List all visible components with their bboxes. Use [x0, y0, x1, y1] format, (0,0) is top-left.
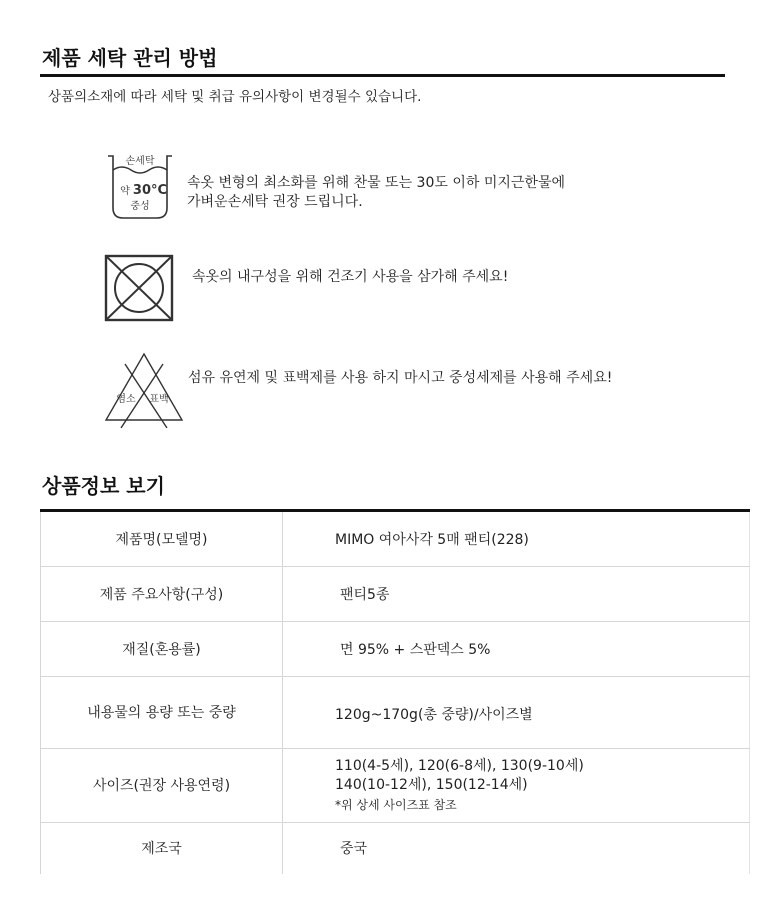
row-value-size [283, 748, 750, 822]
row-label-material: 재질(혼용률) [41, 621, 283, 676]
hand-wash-30-icon [104, 148, 176, 224]
temp-prefix: 약 [120, 186, 130, 197]
size-note: *위 상세 사이즈표 참조 [335, 798, 457, 812]
care-notice: 상품의소재에 따라 세탁 및 취급 유의사항이 변경될수 있습니다. [48, 89, 422, 105]
table-row [41, 512, 750, 566]
row-label-weight: 내용물의 용량 또는 중량 [41, 676, 283, 748]
table-row [41, 748, 750, 822]
chlorine-label: 염소 [116, 394, 136, 405]
table-row [41, 621, 750, 676]
row-value-weight: 120g~170g(총 중량)/사이즈별 [283, 676, 750, 748]
care-text-no-bleach [188, 369, 612, 388]
size-line: 140(10-12세), 150(12-14세) [335, 777, 528, 793]
care-text-line: 가벼운손세탁 권장 드립니다. [187, 194, 363, 210]
hand-wash-label: 손세탁 [125, 156, 155, 167]
product-info-table [40, 512, 750, 874]
neutral-label: 중성 [130, 201, 150, 212]
row-label-origin: 제조국 [41, 822, 283, 874]
table-row [41, 566, 750, 621]
no-tumble-dry-icon [102, 252, 178, 326]
row-value-model: MIMO 여아사각 5매 팬티(228) [283, 512, 750, 566]
row-value-material: 면 95% + 스판덱스 5% [283, 621, 750, 676]
care-section-title: 제품 세탁 관리 방법 [42, 46, 218, 70]
care-text-line: 속옷의 내구성을 위해 건조기 사용을 삼가해 주세요! [192, 269, 509, 285]
care-text-line: 속옷 변형의 최소화를 위해 찬물 또는 30도 이하 미지근한물에 [187, 175, 565, 191]
table-row [41, 676, 750, 748]
size-line: 110(4-5세), 120(6-8세), 130(9-10세) [335, 758, 584, 774]
row-label-model: 제품명(모델명) [41, 512, 283, 566]
care-text-hand-wash [187, 174, 565, 212]
care-text-line: 섬유 유연제 및 표백제를 사용 하지 마시고 중성세제를 사용해 주세요! [188, 370, 613, 386]
row-value-composition: 팬티5종 [283, 566, 750, 621]
temp-value: 30°C [132, 183, 168, 198]
table-row [41, 822, 750, 874]
product-info-title: 상품정보 보기 [42, 474, 165, 498]
row-label-size: 사이즈(권장 사용연령) [41, 748, 283, 822]
bleach-label: 표백 [149, 394, 169, 405]
row-value-origin: 중국 [283, 822, 750, 874]
row-label-composition: 제품 주요사항(구성) [41, 566, 283, 621]
care-text-no-dryer [192, 268, 508, 287]
no-bleach-icon [101, 350, 187, 428]
care-section-divider [40, 74, 725, 77]
